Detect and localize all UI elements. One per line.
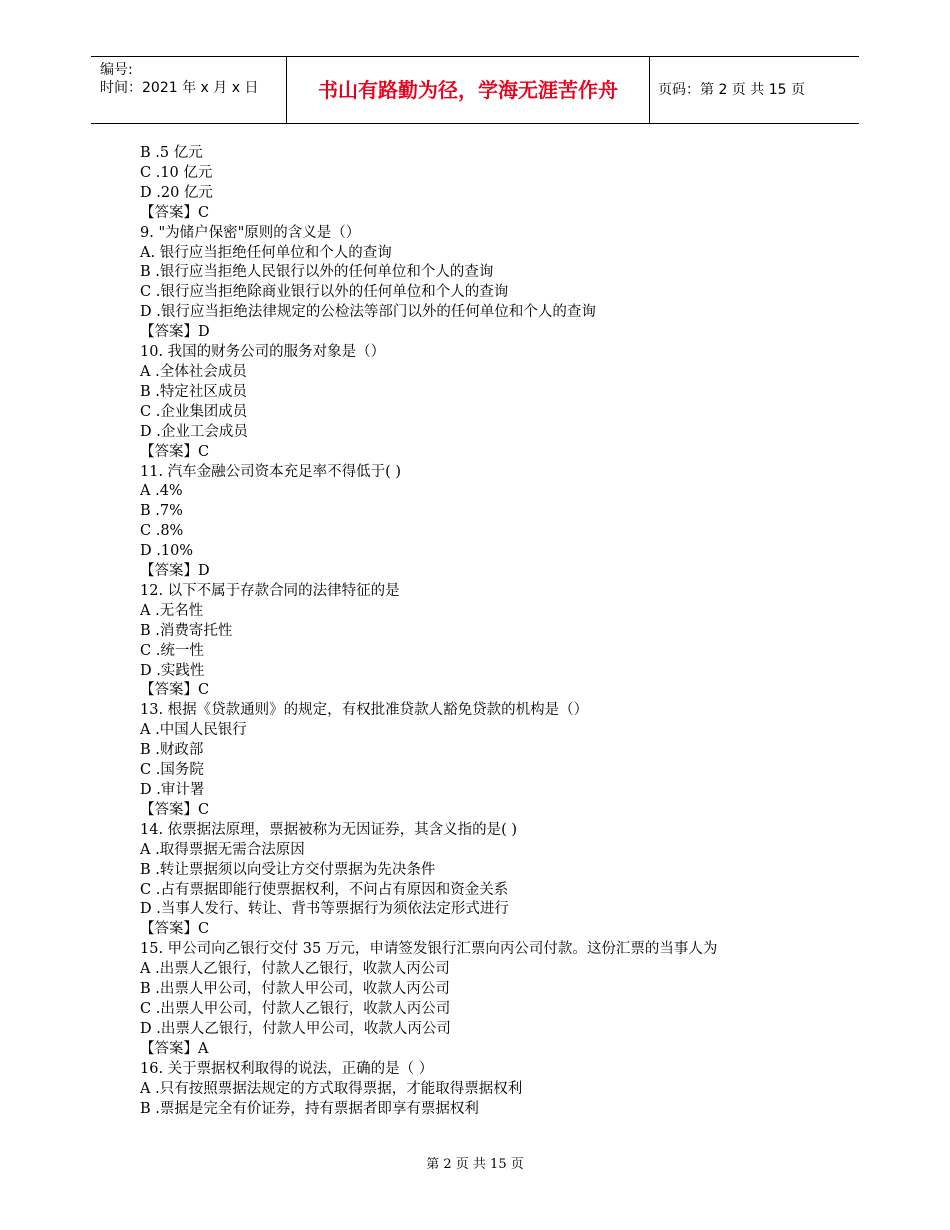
text-line: 16. 关于票据权利取得的说法，正确的是（ ）	[140, 1060, 434, 1077]
text-line: D .企业工会成员	[140, 423, 248, 440]
text-line: B .银行应当拒绝人民银行以外的任何单位和个人的查询	[140, 264, 494, 281]
text-line: B .财政部	[140, 742, 204, 759]
page-footer: 第 2 页 共 15 页	[426, 1157, 524, 1172]
page-header	[91, 56, 859, 124]
text-line: 15. 甲公司向乙银行交付 35 万元，申请签发银行汇票向丙公司付款。这份汇票的当事人为	[140, 941, 718, 958]
text-line: A .全体社会成员	[140, 363, 247, 380]
text-line: D .实践性	[140, 662, 205, 679]
text-line: 【答案】A	[140, 1040, 209, 1057]
text-line: C .占有票据即能行使票据权利，不问占有原因和资金关系	[140, 881, 509, 898]
text-line: B .票据是完全有价证券，持有票据者即享有票据权利	[140, 1100, 479, 1117]
text-line: C .出票人甲公司，付款人乙银行，收款人丙公司	[140, 1000, 451, 1017]
text-line: 14. 依票据法原理，票据被称为无因证券，其含义指的是( )	[140, 821, 518, 838]
text-line: A .中国人民银行	[140, 722, 247, 739]
header-info-cell	[91, 57, 287, 123]
text-line: B .特定社区成员	[140, 383, 247, 400]
document-time-label: 时间：2021 年 x 月 x 日	[100, 80, 259, 96]
header-motto-cell	[287, 57, 650, 123]
text-line: A. 银行应当拒绝任何单位和个人的查询	[140, 244, 392, 261]
text-line: 10. 我国的财务公司的服务对象是（）	[140, 344, 386, 361]
text-line: 【答案】D	[140, 324, 210, 341]
text-line: 【答案】D	[140, 563, 210, 580]
text-line: C .10 亿元	[140, 164, 213, 181]
text-line: B .出票人甲公司，付款人甲公司，收款人丙公司	[140, 981, 450, 998]
text-line: A .4%	[140, 483, 183, 500]
text-line: A .只有按照票据法规定的方式取得票据，才能取得票据权利	[140, 1080, 523, 1097]
text-line: 【答案】C	[140, 921, 210, 938]
header-motto: 书山有路勤为径，学海无涯苦作舟	[318, 78, 618, 102]
text-line: 【答案】C	[140, 443, 210, 460]
text-line: B .5 亿元	[140, 145, 203, 161]
text-line: 【答案】C	[140, 204, 210, 221]
text-line: C .国务院	[140, 762, 204, 779]
text-line: 12. 以下不属于存款合同的法律特征的是	[140, 582, 400, 599]
text-line: D .当事人发行、转让、背书等票据行为须依法定形式进行	[140, 901, 509, 918]
text-line: D .审计署	[140, 782, 205, 798]
text-line: 【答案】C	[140, 801, 210, 818]
text-line: D .银行应当拒绝法律规定的公检法等部门以外的任何单位和个人的查询	[140, 304, 596, 321]
text-line: D .20 亿元	[140, 184, 213, 201]
text-line: A .取得票据无需合法原因	[140, 841, 305, 858]
header-page-cell	[650, 57, 859, 123]
text-line: 11. 汽车金融公司资本充足率不得低于( )	[140, 463, 402, 480]
question-content	[140, 144, 860, 1119]
text-line: B .7%	[140, 503, 183, 520]
text-line: C .8%	[140, 523, 184, 540]
text-line: 【答案】C	[140, 682, 210, 699]
text-line: 9. "为储户保密"原则的含义是（）	[140, 224, 361, 241]
text-line: C .统一性	[140, 642, 204, 659]
text-line: A .无名性	[140, 602, 204, 619]
text-line: D .10%	[140, 543, 194, 560]
text-line: D .出票人乙银行，付款人甲公司，收款人丙公司	[140, 1020, 451, 1037]
text-line: B .消费寄托性	[140, 622, 233, 639]
document-number-label: 编号:	[100, 62, 133, 78]
text-line: B .转让票据须以向受让方交付票据为先决条件	[140, 861, 436, 878]
text-line: 13. 根据《贷款通则》的规定，有权批准贷款人豁免贷款的机构是（）	[140, 702, 589, 719]
text-line: A .出票人乙银行，付款人乙银行，收款人丙公司	[140, 961, 450, 978]
text-line: C .企业集团成员	[140, 403, 248, 420]
text-line: C .银行应当拒绝除商业银行以外的任何单位和个人的查询	[140, 284, 509, 301]
header-page-number: 页码：第 2 页 共 15 页	[658, 82, 805, 98]
